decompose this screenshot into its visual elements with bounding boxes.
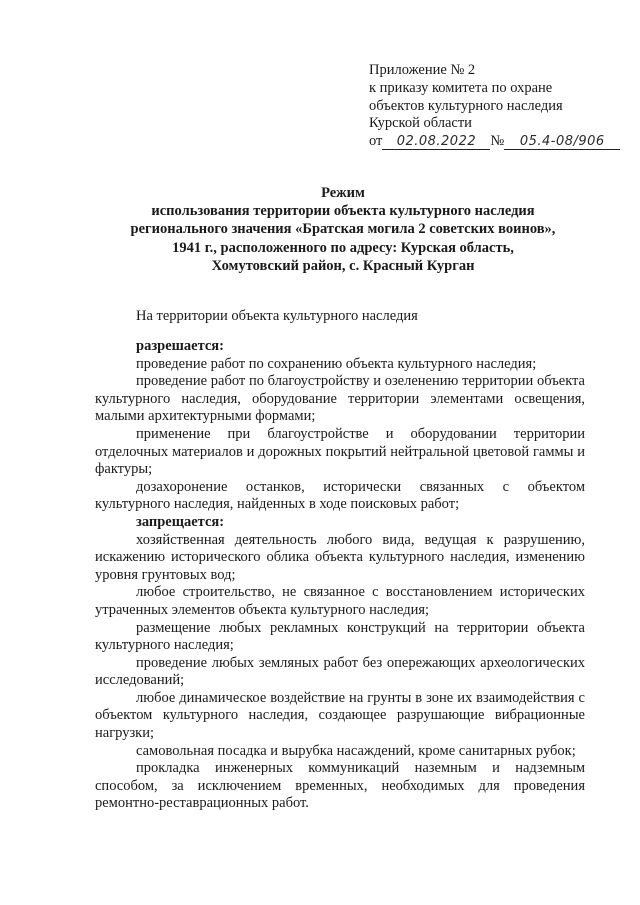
order-date: 02.08.2022: [382, 135, 490, 150]
allowed-item: дозахоронение останков, исторически связанных с объектом культурного наследия, найденных в ходе поисковых работ;: [95, 478, 585, 513]
forbidden-item: любое динамическое воздействие на грунты в зоне их взаимодействия с объектом культурного наследия, создающее разрушающие вибрационные нагрузки;: [95, 689, 585, 742]
appendix-region-line: Курской области: [369, 115, 472, 132]
intro-text: На территории объекта культурного наследия: [136, 308, 418, 324]
number-label: №: [490, 133, 505, 150]
appendix-header: [369, 62, 631, 151]
allowed-item: применение при благоустройстве и оборудовании территории отделочных материалов и дорожных покрытий нейтральной цветовой гаммы и фактуры;: [95, 425, 585, 478]
order-number: 05.4-08/906: [504, 135, 620, 150]
allowed-heading: разрешается:: [136, 338, 224, 354]
title-line-2: использования территории объекта культурного наследия: [151, 203, 535, 220]
title-line-3: регионального значения «Братская могила 2 советских воинов»,: [130, 221, 556, 238]
forbidden-item: любое строительство, не связанное с восстановлением исторических утраченных элементов объекта культурного наследия;: [95, 584, 585, 618]
forbidden-item: проведение любых земляных работ без опережающих археологических исследований;: [95, 654, 585, 689]
title-line-4: 1941 г., расположенного по адресу: Курская область,: [172, 239, 514, 256]
title-line-1: Режим: [321, 185, 365, 201]
allowed-item: проведение работ по благоустройству и озеленению территории объекта культурного наследия, оборудование территории элементами освещения, малыми архитектурными формами;: [95, 373, 585, 425]
forbidden-item: хозяйственная деятельность любого вида, ведущая к разрушению, искажению исторического облика объекта культурного наследия, изменению уровня грунтовых вод;: [95, 531, 585, 583]
forbidden-item: самовольная посадка и вырубка насаждений, кроме санитарных рубок;: [136, 742, 576, 759]
forbidden-item: прокладка инженерных коммуникаций наземным и надземным способом, за исключением временных, необходимых для проведения ремонтно-реставрационных работ.: [95, 760, 585, 812]
forbidden-heading: запрещается:: [136, 513, 225, 530]
appendix-order-line: к приказу комитета по охране: [369, 79, 553, 96]
regime-body: [95, 338, 585, 813]
appendix-number: Приложение № 2: [369, 62, 476, 78]
title-line-5: Хомутовский район, с. Красный Курган: [211, 257, 475, 274]
allowed-item: проведение работ по сохранению объекта культурного наследия;: [136, 355, 537, 372]
forbidden-item: размещение любых рекламных конструкций на территории объекта культурного наследия;: [95, 619, 585, 654]
appendix-committee-line: объектов культурного наследия: [369, 97, 563, 114]
from-label: от: [369, 133, 383, 150]
appendix-date-number-line: [369, 133, 631, 151]
document-title: [100, 184, 586, 275]
